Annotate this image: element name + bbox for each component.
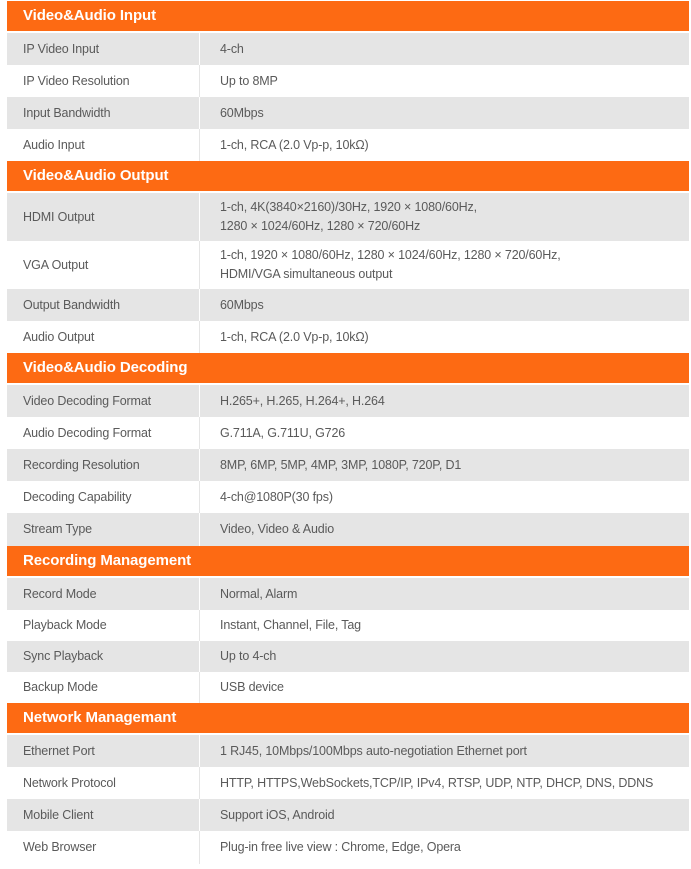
spec-value-text: G.711A, G.711U, G726 xyxy=(220,425,346,440)
spec-label: Mobile Client xyxy=(23,807,94,822)
spec-value xyxy=(199,735,689,767)
spec-value-text: 60Mbps xyxy=(220,297,264,312)
spec-value xyxy=(199,33,689,65)
spec-value xyxy=(199,672,689,703)
spec-label: Video Decoding Format xyxy=(23,393,151,408)
spec-row xyxy=(7,481,689,513)
spec-value xyxy=(199,610,689,641)
spec-row xyxy=(7,449,689,481)
spec-value xyxy=(199,449,689,481)
spec-value xyxy=(199,799,689,831)
spec-label: VGA Output xyxy=(23,257,89,272)
spec-row xyxy=(7,65,689,97)
spec-row xyxy=(7,831,689,864)
spec-label: IP Video Input xyxy=(23,41,99,56)
spec-value xyxy=(199,767,689,799)
section-header: Video&Audio Decoding xyxy=(7,353,689,385)
spec-value xyxy=(199,241,689,289)
spec-row xyxy=(7,417,689,449)
spec-label: Input Bandwidth xyxy=(23,105,111,120)
spec-table xyxy=(7,1,689,864)
spec-label: Audio Input xyxy=(23,137,85,152)
spec-row xyxy=(7,385,689,417)
spec-value-text: 8MP, 6MP, 5MP, 4MP, 3MP, 1080P, 720P, D1 xyxy=(220,457,462,472)
spec-value-text: 1-ch, RCA (2.0 Vp-p, 10kΩ) xyxy=(220,137,369,152)
spec-value-text: 60Mbps xyxy=(220,105,264,120)
spec-value-text: Up to 4-ch xyxy=(220,649,277,663)
spec-label: IP Video Resolution xyxy=(23,73,130,88)
spec-value-text: Support iOS, Android xyxy=(220,807,335,822)
spec-value-text: HTTP, HTTPS,WebSockets,TCP/IP, IPv4, RTSP, UDP, NTP, DHCP, DNS, DDNS xyxy=(220,775,654,790)
spec-value-text: Video, Video & Audio xyxy=(220,522,334,536)
spec-row xyxy=(7,610,689,641)
spec-row xyxy=(7,33,689,65)
spec-value xyxy=(199,289,689,321)
spec-label: Web Browser xyxy=(23,840,97,854)
section-header: Recording Management xyxy=(7,546,689,578)
spec-value xyxy=(199,481,689,513)
spec-value xyxy=(199,129,689,161)
spec-label: Playback Mode xyxy=(23,618,107,632)
spec-value-text: 1-ch, RCA (2.0 Vp-p, 10kΩ) xyxy=(220,329,369,344)
spec-value-text: Up to 8MP xyxy=(220,73,278,88)
spec-value-text: Normal, Alarm xyxy=(220,586,298,601)
spec-value xyxy=(199,513,689,546)
spec-row xyxy=(7,193,689,241)
spec-row xyxy=(7,289,689,321)
spec-label: Stream Type xyxy=(23,522,92,536)
spec-value xyxy=(199,321,689,353)
spec-row xyxy=(7,321,689,353)
spec-label: Decoding Capability xyxy=(23,489,132,504)
spec-value xyxy=(199,385,689,417)
spec-value xyxy=(199,193,689,241)
spec-row xyxy=(7,672,689,703)
spec-row xyxy=(7,513,689,546)
spec-value-text: H.265+, H.265, H.264+, H.264 xyxy=(220,393,385,408)
spec-row xyxy=(7,735,689,767)
spec-label: Network Protocol xyxy=(23,775,116,790)
spec-label: Audio Decoding Format xyxy=(23,425,152,440)
section-header: Video&Audio Output xyxy=(7,161,689,193)
spec-row xyxy=(7,241,689,289)
spec-value-text: Instant, Channel, File, Tag xyxy=(220,618,361,632)
section-header: Video&Audio Input xyxy=(7,1,689,33)
spec-value-text: 4-ch xyxy=(220,41,244,56)
spec-value xyxy=(199,641,689,672)
spec-value xyxy=(199,65,689,97)
spec-label: Record Mode xyxy=(23,586,97,601)
spec-value-text: 1-ch, 1920 × 1080/60Hz, 1280 × 1024/60Hz, 1280 × 720/60Hz, HDMI/VGA simultaneous output xyxy=(220,248,561,281)
spec-row xyxy=(7,578,689,610)
spec-label: Output Bandwidth xyxy=(23,297,120,312)
spec-value-text: USB device xyxy=(220,680,284,694)
spec-value-text: 1 RJ45, 10Mbps/100Mbps auto-negotiation Ethernet port xyxy=(220,743,527,758)
spec-label: Backup Mode xyxy=(23,680,98,694)
spec-value xyxy=(199,578,689,610)
spec-value-text: Plug-in free live view : Chrome, Edge, Opera xyxy=(220,840,461,854)
spec-label: Ethernet Port xyxy=(23,743,95,758)
spec-value xyxy=(199,97,689,129)
spec-row xyxy=(7,767,689,799)
spec-label: HDMI Output xyxy=(23,209,95,224)
spec-row xyxy=(7,799,689,831)
spec-value xyxy=(199,831,689,864)
spec-row xyxy=(7,641,689,672)
spec-label: Audio Output xyxy=(23,329,95,344)
spec-value-text: 1-ch, 4K(3840×2160)/30Hz, 1920 × 1080/60Hz, 1280 × 1024/60Hz, 1280 × 720/60Hz xyxy=(220,200,477,233)
spec-value-text: 4-ch@1080P(30 fps) xyxy=(220,489,333,504)
spec-row xyxy=(7,97,689,129)
section-header: Network Managemant xyxy=(7,703,689,735)
spec-row xyxy=(7,129,689,161)
spec-value xyxy=(199,417,689,449)
spec-label: Sync Playback xyxy=(23,649,104,663)
spec-label: Recording Resolution xyxy=(23,457,140,472)
